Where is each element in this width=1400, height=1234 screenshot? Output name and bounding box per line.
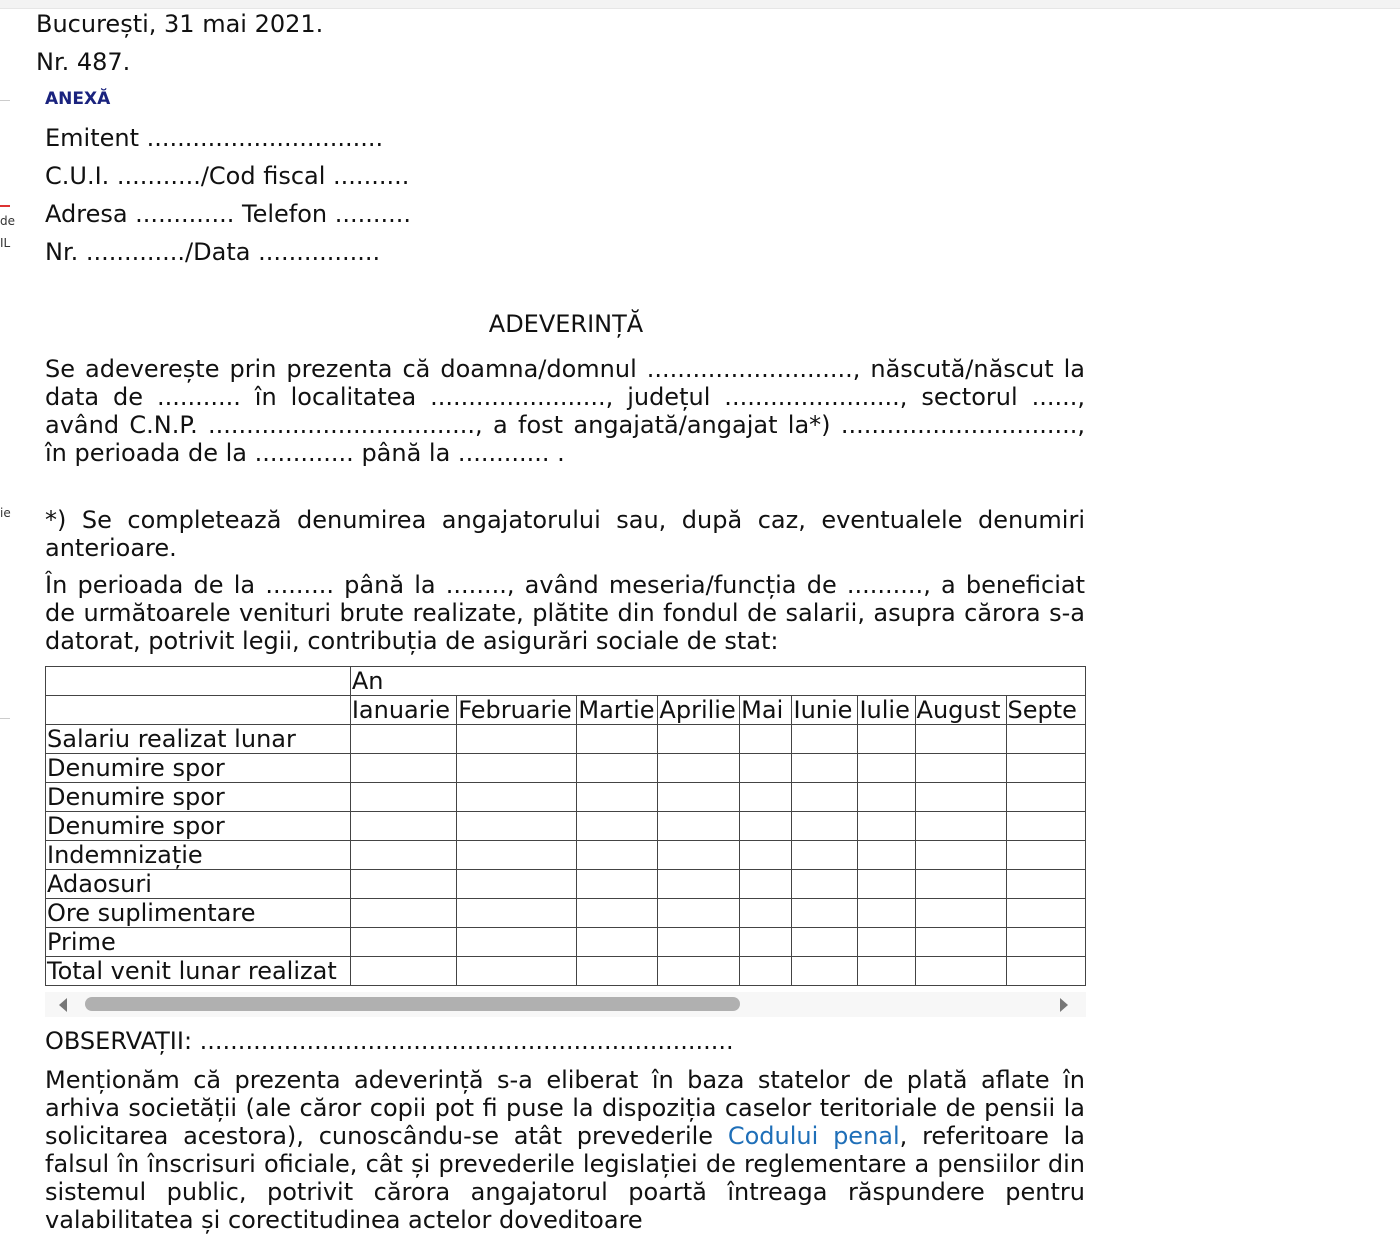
table-cell[interactable] bbox=[350, 899, 456, 928]
table-cell[interactable] bbox=[658, 754, 740, 783]
year-header-cell: An bbox=[350, 667, 1085, 696]
table-cell[interactable] bbox=[457, 928, 577, 957]
table-cell[interactable] bbox=[577, 899, 658, 928]
table-row bbox=[46, 725, 1086, 754]
month-header-cell: August bbox=[915, 696, 1006, 725]
table-cell[interactable] bbox=[858, 841, 915, 870]
annex-label: ANEXĂ bbox=[45, 89, 111, 109]
table-cell[interactable] bbox=[577, 841, 658, 870]
scroll-right-arrow-icon[interactable] bbox=[1060, 998, 1068, 1012]
table-cell[interactable] bbox=[457, 957, 577, 986]
table-cell[interactable] bbox=[915, 812, 1006, 841]
table-cell[interactable] bbox=[457, 870, 577, 899]
table-cell[interactable] bbox=[658, 928, 740, 957]
table-cell[interactable] bbox=[858, 870, 915, 899]
table-cell[interactable] bbox=[740, 725, 792, 754]
table-month-row bbox=[46, 696, 1086, 725]
table-row bbox=[46, 870, 1086, 899]
margin-red-mark bbox=[0, 205, 10, 207]
month-header-cell: Martie bbox=[577, 696, 658, 725]
table-cell[interactable] bbox=[658, 870, 740, 899]
table-cell[interactable] bbox=[577, 957, 658, 986]
table-row bbox=[46, 783, 1086, 812]
month-header-cell: Februarie bbox=[457, 696, 577, 725]
table-cell[interactable] bbox=[350, 870, 456, 899]
scrollbar-thumb[interactable] bbox=[85, 997, 740, 1011]
table-cell[interactable] bbox=[1006, 957, 1085, 986]
table-cell[interactable] bbox=[740, 957, 792, 986]
table-year-row bbox=[46, 667, 1086, 696]
month-header-cell: Septe bbox=[1006, 696, 1085, 725]
table-cell[interactable] bbox=[1006, 928, 1085, 957]
table-cell[interactable] bbox=[1006, 841, 1085, 870]
row-label-cell: Ore suplimentare bbox=[46, 899, 351, 928]
table-cell[interactable] bbox=[792, 957, 858, 986]
row-label-cell: Indemnizație bbox=[46, 841, 351, 870]
table-cell[interactable] bbox=[577, 783, 658, 812]
table-cell[interactable] bbox=[1006, 754, 1085, 783]
table-cell[interactable] bbox=[457, 783, 577, 812]
table-cell[interactable] bbox=[915, 841, 1006, 870]
month-header-cell: Aprilie bbox=[658, 696, 740, 725]
address-field: Adresa ............. Telefon .......... bbox=[45, 200, 412, 228]
table-row bbox=[46, 928, 1086, 957]
table-cell[interactable] bbox=[740, 783, 792, 812]
table-cell[interactable] bbox=[457, 841, 577, 870]
table-cell[interactable] bbox=[350, 754, 456, 783]
legal-paragraph bbox=[45, 1066, 1085, 1234]
table-cell[interactable] bbox=[915, 928, 1006, 957]
table-cell[interactable] bbox=[740, 841, 792, 870]
table-cell[interactable] bbox=[740, 812, 792, 841]
table-cell[interactable] bbox=[658, 812, 740, 841]
row-label-cell: Denumire spor bbox=[46, 783, 351, 812]
table-cell[interactable] bbox=[740, 754, 792, 783]
table-row bbox=[46, 899, 1086, 928]
table-cell[interactable] bbox=[658, 783, 740, 812]
table-row bbox=[46, 812, 1086, 841]
table-cell[interactable] bbox=[858, 754, 915, 783]
left-margin-strip bbox=[0, 0, 14, 1223]
table-cell[interactable] bbox=[457, 725, 577, 754]
table-cell[interactable] bbox=[350, 783, 456, 812]
footnote-paragraph: *) Se completează denumirea angajatorului sau, după caz, eventualele denumiri anterioare. bbox=[45, 506, 1085, 562]
row-label-cell: Denumire spor bbox=[46, 754, 351, 783]
table-cell[interactable] bbox=[858, 957, 915, 986]
table-cell[interactable] bbox=[350, 725, 456, 754]
row-label-cell: Prime bbox=[46, 928, 351, 957]
document-number: Nr. 487. bbox=[36, 48, 131, 76]
margin-divider bbox=[0, 100, 10, 101]
table-cell[interactable] bbox=[658, 899, 740, 928]
legal-text-after: , referitoare la falsul în înscrisuri oficiale, cât și prevederile legislației de reglementare a pensiilor din sistemul public, potrivit cărora angajatorul poartă întreaga răspundere pentru valabilitatea și corectitudinea actelor doveditoare bbox=[45, 1122, 1085, 1234]
table-cell[interactable] bbox=[915, 899, 1006, 928]
row-label-cell: Total venit lunar realizat bbox=[46, 957, 351, 986]
observations-line: OBSERVAȚII: ...................................................................... bbox=[45, 1027, 734, 1055]
margin-fragment: IL bbox=[0, 236, 11, 250]
table-cell[interactable] bbox=[792, 783, 858, 812]
certification-paragraph: Se adeverește prin prezenta că doamna/domnul ..........................., născută/născut la data de ........... în localitatea ......................., județul ......................., sectorul ......, având C.N.P. ..................................., a fost angajată/angajat la*) ..............................., în perioada de la ............. până la ............ . bbox=[45, 355, 1085, 467]
month-header-cell: Mai bbox=[740, 696, 792, 725]
table-cell[interactable] bbox=[457, 812, 577, 841]
scroll-left-arrow-icon[interactable] bbox=[59, 998, 67, 1012]
month-header-cell: Iulie bbox=[858, 696, 915, 725]
table-cell[interactable] bbox=[577, 870, 658, 899]
table-cell[interactable] bbox=[792, 928, 858, 957]
cui-field: C.U.I. .........../Cod fiscal .......... bbox=[45, 162, 410, 190]
table-cell[interactable] bbox=[792, 870, 858, 899]
table-cell[interactable] bbox=[1006, 812, 1085, 841]
browser-top-bar bbox=[0, 0, 1400, 9]
table-cell[interactable] bbox=[457, 899, 577, 928]
place-date: București, 31 mai 2021. bbox=[36, 10, 324, 38]
table-row bbox=[46, 754, 1086, 783]
table-cell[interactable] bbox=[350, 957, 456, 986]
table-cell[interactable] bbox=[1006, 783, 1085, 812]
table-cell[interactable] bbox=[350, 841, 456, 870]
table-cell[interactable] bbox=[915, 957, 1006, 986]
table-cell[interactable] bbox=[792, 899, 858, 928]
nr-date-field: Nr. ............./Data ................ bbox=[45, 238, 381, 266]
table-cell[interactable] bbox=[915, 725, 1006, 754]
table-cell[interactable] bbox=[858, 928, 915, 957]
row-label-cell: Salariu realizat lunar bbox=[46, 725, 351, 754]
table-cell[interactable] bbox=[792, 725, 858, 754]
table-cell[interactable] bbox=[858, 812, 915, 841]
table-corner-cell bbox=[46, 696, 351, 725]
table-row bbox=[46, 841, 1086, 870]
horizontal-scrollbar[interactable] bbox=[45, 992, 1086, 1017]
margin-fragment: de bbox=[0, 214, 15, 228]
table-row bbox=[46, 957, 1086, 986]
table-cell[interactable] bbox=[915, 754, 1006, 783]
emitent-field: Emitent ............................... bbox=[45, 124, 384, 152]
margin-divider bbox=[0, 718, 10, 719]
income-table-wrapper[interactable] bbox=[45, 666, 1086, 992]
income-paragraph: În perioada de la ......... până la ........, având meseria/funcția de .........., a beneficiat de următoarele venituri brute realizate, plătite din fondul de salarii, asupra cărora s-a datorat, potrivit legii, contribuția de asigurări sociale de stat: bbox=[45, 571, 1085, 655]
margin-fragment: ie bbox=[0, 506, 11, 520]
table-cell[interactable] bbox=[792, 841, 858, 870]
table-cell[interactable] bbox=[658, 725, 740, 754]
table-cell[interactable] bbox=[350, 928, 456, 957]
month-header-cell: Ianuarie bbox=[350, 696, 456, 725]
month-header-cell: Iunie bbox=[792, 696, 858, 725]
table-cell[interactable] bbox=[577, 754, 658, 783]
income-table bbox=[45, 666, 1086, 986]
table-cell[interactable] bbox=[577, 812, 658, 841]
legal-text-before: Menționăm că prezenta adeverință s-a eliberat în baza statelor de plată aflate în arhiva societății (ale căror copii pot fi puse la dispoziția caselor teritoriale de pensii la solicitarea acestora), cunoscându-se atât prevederile bbox=[45, 1066, 1085, 1150]
table-cell[interactable] bbox=[915, 783, 1006, 812]
table-cell[interactable] bbox=[792, 754, 858, 783]
row-label-cell: Adaosuri bbox=[46, 870, 351, 899]
table-corner-cell bbox=[46, 667, 351, 696]
table-cell[interactable] bbox=[1006, 725, 1085, 754]
table-cell[interactable] bbox=[1006, 899, 1085, 928]
table-cell[interactable] bbox=[915, 870, 1006, 899]
table-cell[interactable] bbox=[457, 754, 577, 783]
table-cell[interactable] bbox=[740, 928, 792, 957]
table-cell[interactable] bbox=[577, 928, 658, 957]
table-cell[interactable] bbox=[792, 812, 858, 841]
document-title: ADEVERINȚĂ bbox=[488, 310, 644, 338]
table-cell[interactable] bbox=[858, 899, 915, 928]
table-cell[interactable] bbox=[858, 783, 915, 812]
row-label-cell: Denumire spor bbox=[46, 812, 351, 841]
table-cell[interactable] bbox=[350, 812, 456, 841]
table-cell[interactable] bbox=[1006, 870, 1085, 899]
table-cell[interactable] bbox=[740, 899, 792, 928]
table-cell[interactable] bbox=[658, 841, 740, 870]
table-cell[interactable] bbox=[577, 725, 658, 754]
table-cell[interactable] bbox=[658, 957, 740, 986]
penal-code-link[interactable]: Codului penal bbox=[727, 1122, 900, 1150]
table-cell[interactable] bbox=[740, 870, 792, 899]
table-cell[interactable] bbox=[858, 725, 915, 754]
